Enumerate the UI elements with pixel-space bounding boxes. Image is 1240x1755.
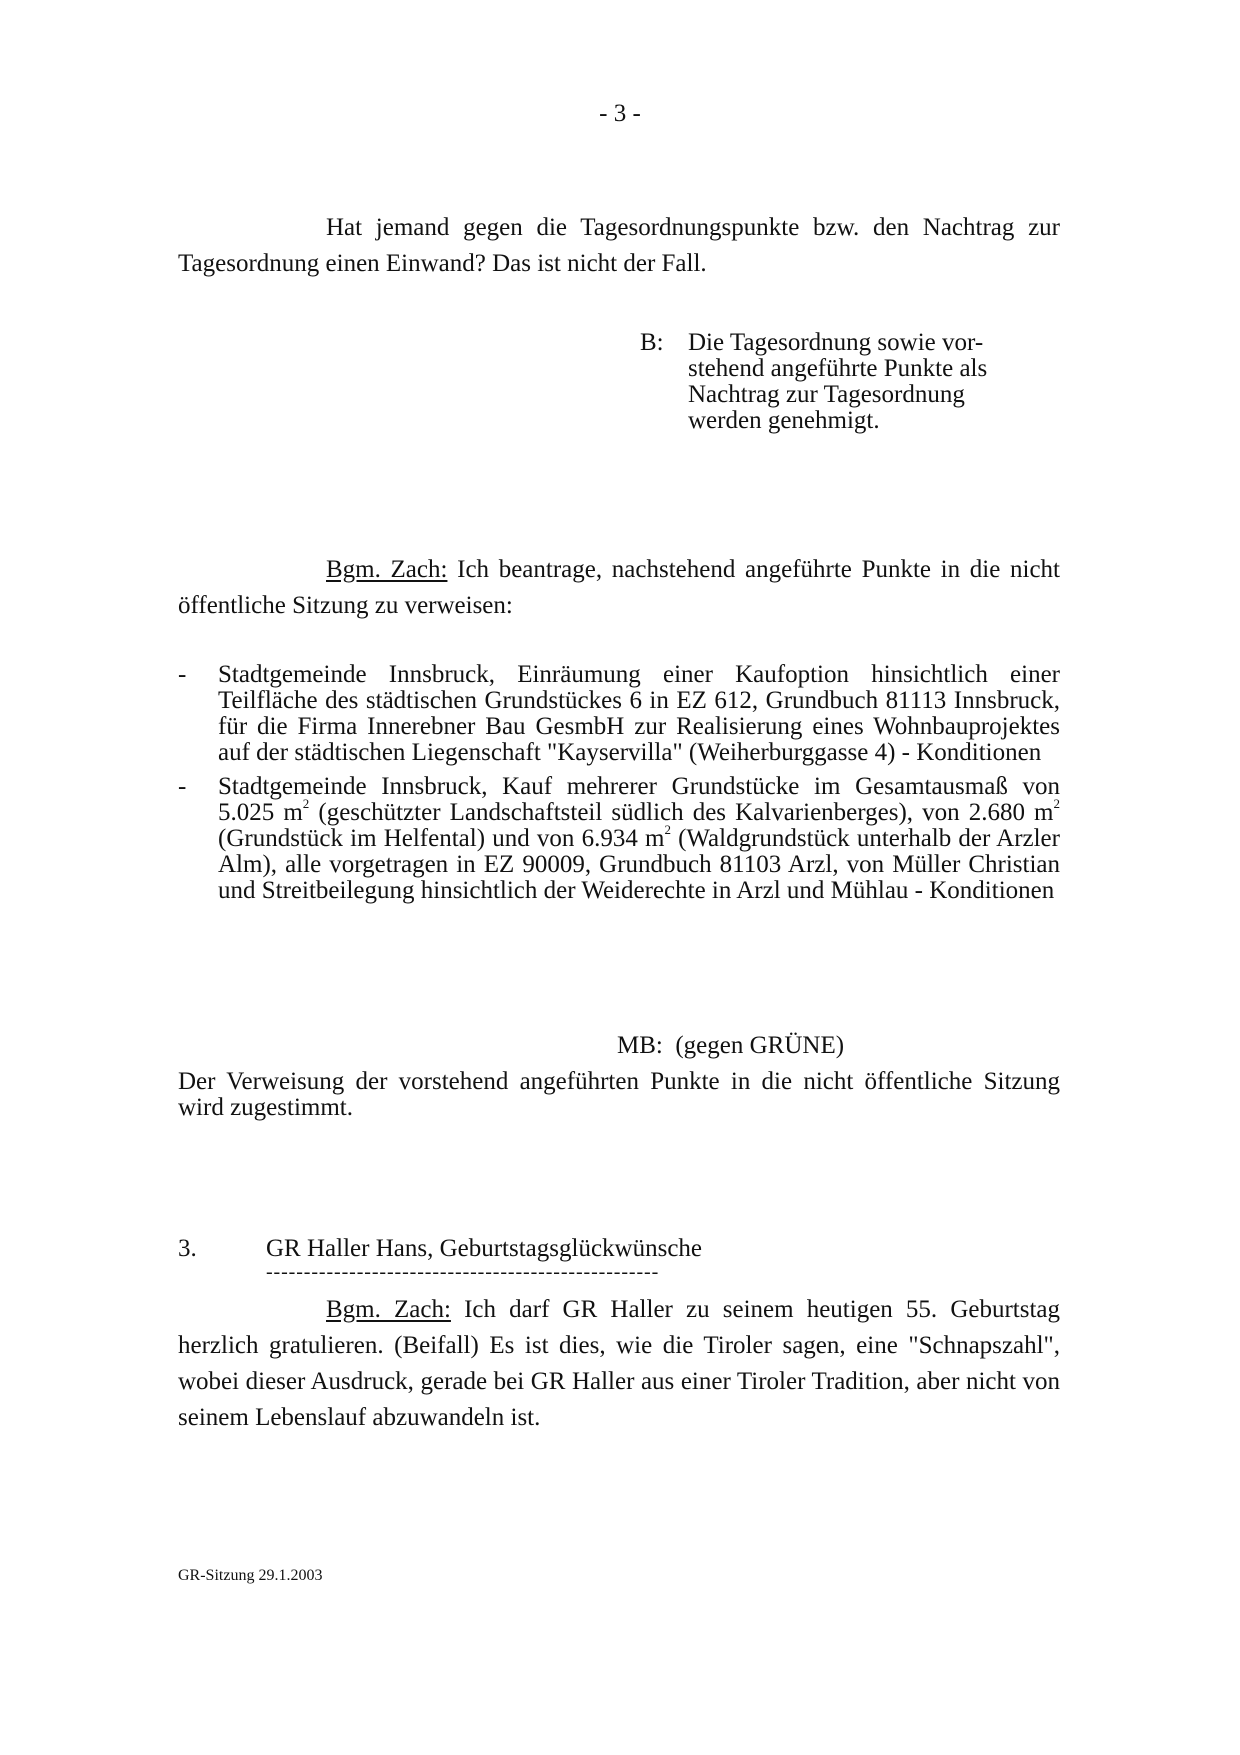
paragraph-agenda-objection: Hat jemand gegen die Tagesordnungspunkte bzw. den Nachtrag zur Tagesordnung einen Einwand? Das ist nicht der Fall.: [178, 214, 1060, 277]
section-title: GR Haller Hans, Geburtstagsglückwünsche: [266, 1235, 703, 1262]
resolution-mb-body: Der Verweisung der vorstehend angeführten Punkte in die nicht öffentliche Sitzung wird zugestimmt.: [178, 1068, 1060, 1121]
resolution-b-text: [688, 330, 1068, 434]
resolution-mb-label: MB:: [617, 1032, 663, 1059]
agenda-item-list: [178, 662, 1060, 904]
resolution-mb: [617, 1033, 844, 1059]
list-dash: -: [178, 661, 187, 688]
footer-session-date: GR-Sitzung 29.1.2003: [178, 1567, 323, 1584]
list-text-part: (Waldgrundstück unterhalb der Arzler Alm), alle vorgetragen in EZ 90009, Grundbuch 81103 Arzl, von Müller Christian und Streitbeilegung hinsichtlich der Weiderechte in Arzl und Mühlau - Konditionen: [218, 825, 1060, 904]
resolution-b-label: B:: [640, 329, 664, 356]
list-text-part: (Grundstück im Helfental) und von 6.934 m: [218, 825, 665, 852]
resolution-mb-text: (gegen GRÜNE): [675, 1032, 845, 1059]
resolution-b-line: stehend angeführte Punkte als: [688, 355, 988, 382]
speech-text: Ich beantrage, nachstehend angeführte Punkte in die nicht öffentliche Sitzung zu verweisen:: [178, 556, 1060, 619]
list-item-text: [218, 774, 1060, 904]
resolution-b-line: Nachtrag zur Tagesordnung: [688, 381, 965, 408]
superscript: 2: [664, 821, 671, 837]
speaker-name: Bgm. Zach:: [326, 556, 448, 583]
resolution-b-line: Die Tagesordnung sowie vor-: [688, 329, 984, 356]
list-item-text: Stadtgemeinde Innsbruck, Einräumung einer Kaufoption hinsichtlich einer Teilfläche des städtischen Grundstückes 6 in EZ 612, Grundbuch 81113 Innsbruck, für die Firma Innerebner Bau GesmbH zur Realisierung eines Wohnbauprojektes auf der städtischen Liegenschaft "Kayservilla" (Weiherburggasse 4) - Konditionen: [218, 661, 1060, 766]
list-dash: -: [178, 773, 187, 800]
paragraph-birthday: [178, 1292, 1060, 1436]
section-title-rule: ----------------------------------------------------: [266, 1261, 660, 1283]
superscript: 2: [1053, 795, 1060, 811]
list-item: [178, 662, 1060, 766]
section-number: 3.: [178, 1235, 197, 1262]
speaker-name: Bgm. Zach:: [326, 1296, 451, 1323]
list-item: [178, 774, 1060, 904]
speech-text: Ich darf GR Haller zu seinem heutigen 55. Geburtstag herzlich gratulieren. (Beifall) Es ist dies, wie die Tiroler sagen, eine "Schnapszahl", wobei dieser Ausdruck, gerade bei GR Haller aus einer Tiroler Tradition, aber nicht von seinem Lebenslauf abzuwandeln ist.: [178, 1296, 1061, 1431]
resolution-b-line: werden genehmigt.: [688, 407, 880, 434]
list-text-part: (geschützter Landschaftsteil südlich des Kalvarienberges), von 2.680 m: [309, 799, 1054, 826]
list-text-part: Stadtgemeinde Innsbruck, Kauf mehrerer Grundstücke im Gesamtausmaß von 5.025 m: [218, 773, 1060, 826]
paragraph-referral-request: [178, 552, 1060, 624]
page-number: - 3 -: [599, 100, 641, 127]
superscript: 2: [302, 795, 310, 811]
